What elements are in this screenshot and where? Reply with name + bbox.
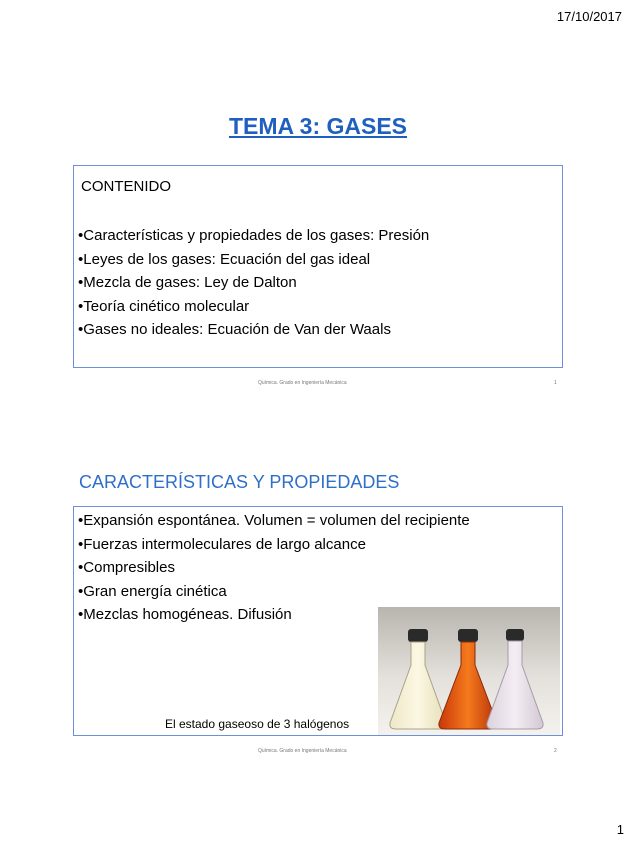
list-item: • Gran energía cinética	[78, 580, 470, 604]
list-item: • Teoría cinético molecular	[78, 295, 429, 319]
slide2-title: CARACTERÍSTICAS Y PROPIEDADES	[79, 472, 400, 492]
list-item: • Expansión espontánea. Volumen = volumen del recipiente	[78, 509, 470, 533]
print-date: 17/10/2017	[556, 9, 622, 24]
list-item: • Leyes de los gases: Ecuación del gas ideal	[78, 248, 429, 272]
list-item: • Mezcla de gases: Ley de Dalton	[78, 271, 429, 295]
list-item: • Compresibles	[78, 556, 470, 580]
contents-box	[73, 165, 563, 368]
photo-caption: El estado gaseoso de 3 halógenos	[165, 717, 350, 731]
list-item: • Gases no ideales: Ecuación de Van der Waals	[78, 318, 429, 342]
slide2-footer-text: Química. Grado en Ingeniería Mecánica	[258, 748, 347, 754]
halogen-flasks-photo	[378, 607, 560, 735]
slide1-title: TEMA 3: GASES	[228, 113, 408, 139]
list-item: • Fuerzas intermoleculares de largo alcance	[78, 533, 470, 557]
slide1-footer-text: Química. Grado en Ingeniería Mecánica	[258, 380, 347, 386]
list-item: • Mezclas homogéneas. Difusión	[78, 603, 470, 627]
page-number: 1	[616, 822, 624, 837]
contents-list	[78, 224, 429, 342]
contents-heading: CONTENIDO	[81, 178, 171, 195]
slide1-footer-number: 1	[554, 380, 557, 386]
slide2-footer-number: 2	[554, 748, 557, 754]
list-item: • Características y propiedades de los gases: Presión	[78, 224, 429, 248]
